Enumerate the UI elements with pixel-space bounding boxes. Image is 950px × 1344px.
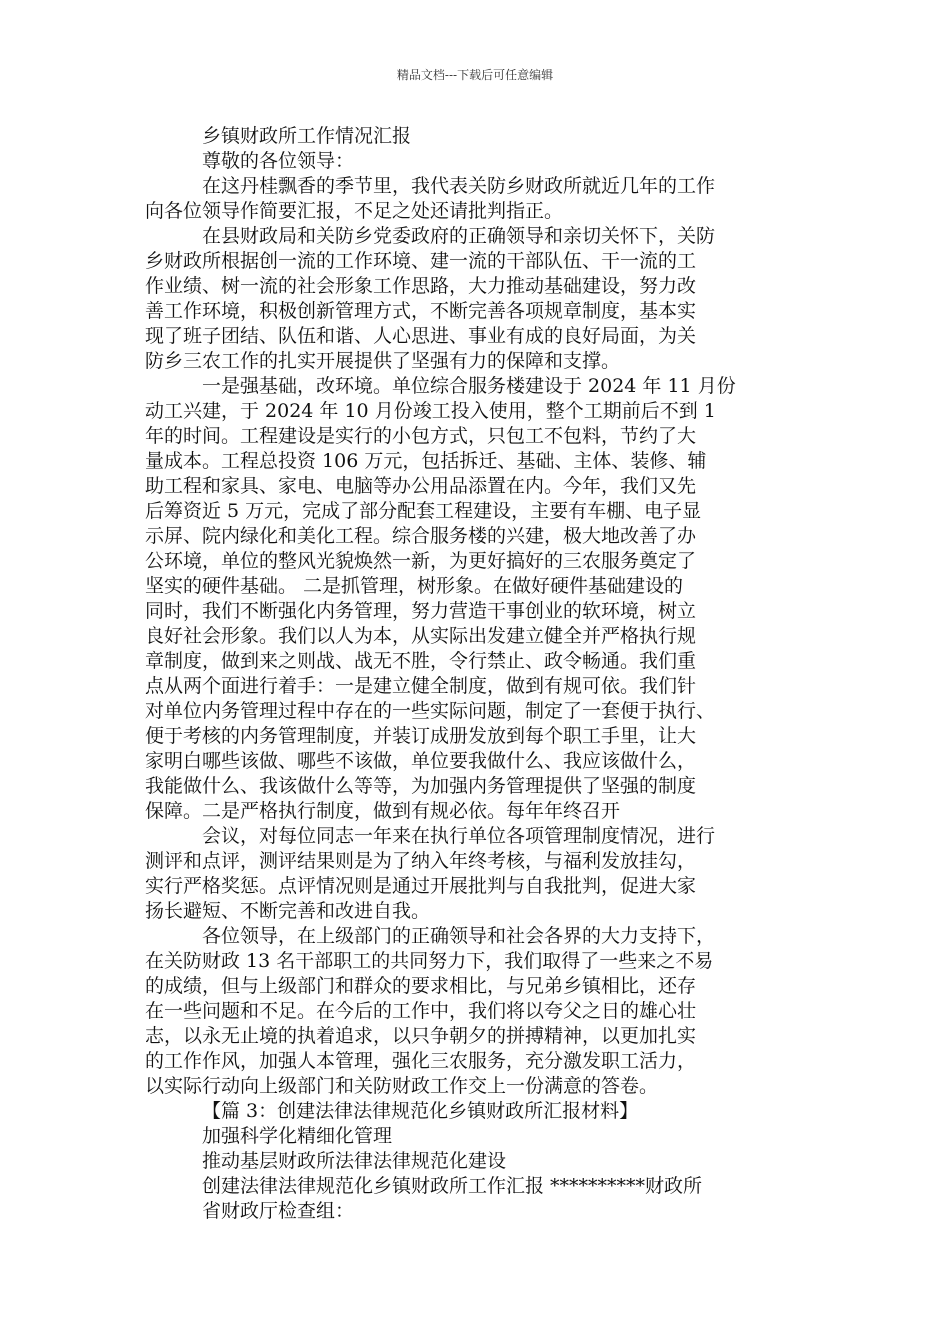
text-line: 志，以永无止境的执着追求，以只争朝夕的拼搏精神，以更加扎实 [145, 1025, 697, 1047]
text-line: 乡镇财政所工作情况汇报 [202, 125, 412, 147]
text-line: 良好社会形象。我们以人为本，从实际出发建立健全并严格执行规 [145, 625, 697, 647]
text-line: 量成本。工程总投资 106 万元，包括拆迁、基础、主体、装修、辅 [145, 450, 707, 472]
text-line: 各位领导，在上级部门的正确领导和社会各界的大力支持下， [202, 925, 716, 947]
text-line: 示屏、院内绿化和美化工程。综合服务楼的兴建，极大地改善了办 [145, 525, 697, 547]
text-line: 善工作环境，积极创新管理方式，不断完善各项规章制度，基本实 [145, 300, 697, 322]
text-line: 省财政厅检查组： [202, 1200, 355, 1222]
text-line: 防乡三农工作的扎实开展提供了坚强有力的保障和支撑。 [145, 350, 621, 372]
text-line: 测评和点评，测评结果则是为了纳入年终考核，与福利发放挂勾， [145, 850, 697, 872]
text-line: 年的时间。工程建设是实行的小包方式，只包工不包料，节约了大 [145, 425, 697, 447]
text-line: 一是强基础，改环境。单位综合服务楼建设于 2024 年 11 月份 [202, 375, 736, 397]
text-line: 乡财政所根据创一流的工作环境、建一流的干部队伍、干一流的工 [145, 250, 697, 272]
text-line: 现了班子团结、队伍和谐、人心思进、事业有成的良好局面，为关 [145, 325, 697, 347]
text-line: 后筹资近 5 万元，完成了部分配套工程建设，主要有车棚、电子显 [145, 500, 702, 522]
text-line: 家明白哪些该做、哪些不该做，单位要我做什么、我应该做什么， [145, 750, 697, 772]
text-line: 助工程和家具、家电、电脑等办公用品添置在内。今年，我们又先 [145, 475, 697, 497]
text-line: 作业绩、树一流的社会形象工作思路，大力推动基础建设，努力改 [145, 275, 697, 297]
text-line: 会议，对每位同志一年来在执行单位各项管理制度情况，进行 [202, 825, 716, 847]
text-line: 便于考核的内务管理制度，并装订成册发放到每个职工手里，让大 [145, 725, 697, 747]
text-line: 我能做什么、我该做什么等等，为加强内务管理提供了坚强的制度 [145, 775, 697, 797]
text-line: 动工兴建，于 2024 年 10 月份竣工投入使用，整个工期前后不到 1 [145, 400, 716, 422]
text-line: 向各位领导作简要汇报，不足之处还请批判指正。 [145, 200, 564, 222]
text-line: 推动基层财政所法律法律规范化建设 [202, 1150, 507, 1172]
text-line: 在一些问题和不足。在今后的工作中，我们将以夸父之日的雄心壮 [145, 1000, 697, 1022]
text-line: 点从两个面进行着手：一是建立健全制度，做到有规可依。我们针 [145, 675, 697, 697]
text-line: 以实际行动向上级部门和关防财政工作交上一份满意的答卷。 [145, 1075, 659, 1097]
text-line: 同时，我们不断强化内务管理，努力营造干事创业的软环境，树立 [145, 600, 697, 622]
text-line: 章制度，做到来之则战、战无不胜，令行禁止、政令畅通。我们重 [145, 650, 697, 672]
document-body [145, 124, 805, 1224]
text-line: 在这丹桂飘香的季节里，我代表关防乡财政所就近几年的工作 [202, 175, 716, 197]
text-line: 实行严格奖惩。点评情况则是通过开展批判与自我批判，促进大家 [145, 875, 697, 897]
text-line: 在关防财政 13 名干部职工的共同努力下，我们取得了一些来之不易 [145, 950, 714, 972]
text-line: 坚实的硬件基础。 二是抓管理，树形象。在做好硬件基础建设的 [145, 575, 684, 597]
text-line: 保障。二是严格执行制度，做到有规必依。每年年终召开 [145, 800, 621, 822]
text-line: 加强科学化精细化管理 [202, 1125, 393, 1147]
text-line: 的成绩，但与上级部门和群众的要求相比，与兄弟乡镇相比，还存 [145, 975, 697, 997]
text-line: 对单位内务管理过程中存在的一些实际问题，制定了一套便于执行、 [145, 700, 716, 722]
text-line: 的工作作风，加强人本管理，强化三农服务，充分激发职工活力， [145, 1050, 697, 1072]
text-line: 【篇 3：创建法律法律规范化乡镇财政所汇报材料】 [202, 1100, 639, 1122]
text-line: 扬长避短、不断完善和改进自我。 [145, 900, 431, 922]
text-line: 在县财政局和关防乡党委政府的正确领导和亲切关怀下，关防 [202, 225, 716, 247]
text-line: 公环境，单位的整风光貌焕然一新，为更好搞好的三农服务奠定了 [145, 550, 697, 572]
text-line: 创建法律法律规范化乡镇财政所工作汇报 **********财政所 [202, 1175, 703, 1197]
page-header: 精品文档---下载后可任意编辑 [396, 68, 554, 82]
text-line: 尊敬的各位领导： [202, 150, 355, 172]
